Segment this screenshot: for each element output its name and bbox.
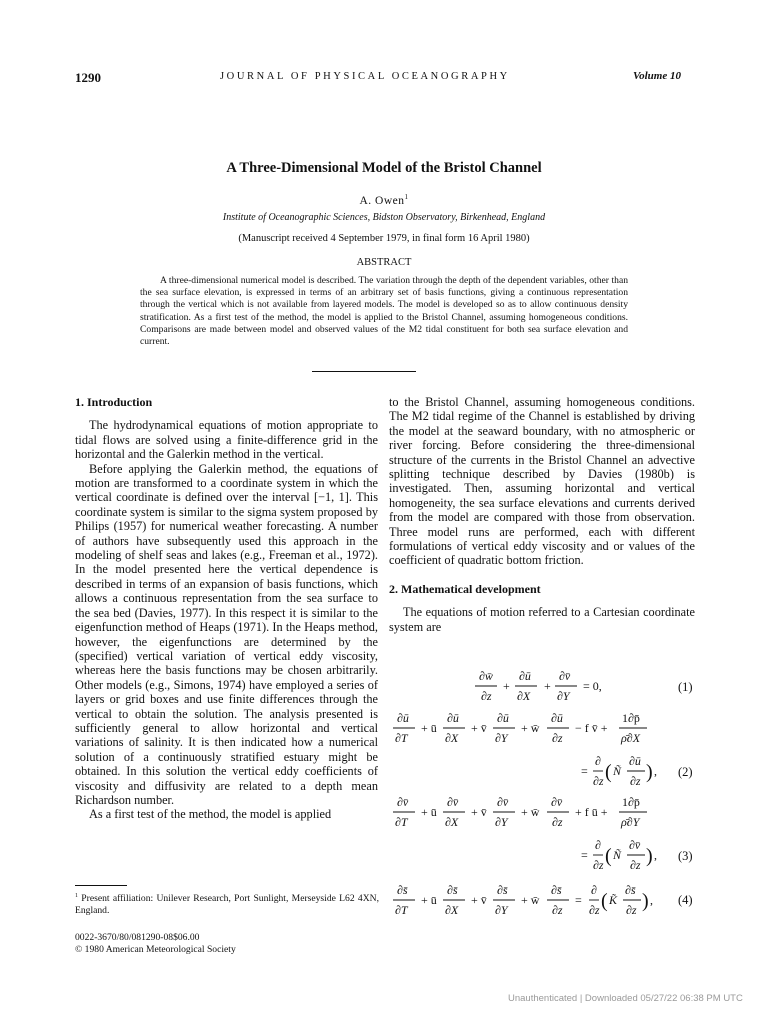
- intro-heading: 1. Introduction: [75, 395, 153, 409]
- svg-text:∂: ∂: [591, 883, 597, 897]
- svg-text:): ): [642, 890, 649, 912]
- svg-text:,: ,: [654, 764, 657, 778]
- left-column: [75, 395, 378, 822]
- svg-text:∂X: ∂X: [517, 689, 531, 703]
- svg-text:∂z: ∂z: [589, 903, 600, 917]
- footnote: [75, 890, 379, 917]
- svg-text:K̃: K̃: [609, 893, 618, 907]
- math-heading: 2. Mathematical development: [389, 581, 541, 596]
- svg-text:∂Y: ∂Y: [495, 815, 508, 829]
- equation-1-number: (1): [678, 680, 693, 694]
- svg-text:− f v̄ +: − f v̄ +: [575, 721, 608, 735]
- equation-1: [475, 669, 602, 703]
- svg-text:∂X: ∂X: [445, 815, 459, 829]
- footnote-divider: [75, 885, 127, 886]
- svg-text:∂z: ∂z: [630, 858, 641, 872]
- svg-text:∂v̄: ∂v̄: [447, 795, 459, 809]
- svg-text:∂z: ∂z: [552, 815, 563, 829]
- svg-text:∂Y: ∂Y: [495, 903, 508, 917]
- svg-text:∂ū: ∂ū: [497, 711, 509, 725]
- svg-text:∂T: ∂T: [395, 815, 408, 829]
- svg-text:=: =: [581, 848, 588, 862]
- svg-text:∂: ∂: [595, 838, 601, 852]
- page-number: 1290: [75, 70, 101, 85]
- svg-text:+ w̄: + w̄: [521, 805, 540, 819]
- equation-3-number: (3): [678, 849, 693, 863]
- svg-text:∂Y: ∂Y: [557, 689, 570, 703]
- equation-2: [393, 711, 657, 788]
- volume-label: Volume 10: [633, 70, 681, 82]
- svg-text:∂ū: ∂ū: [447, 711, 459, 725]
- svg-text:∂z: ∂z: [593, 774, 604, 788]
- svg-text:∂z: ∂z: [552, 731, 563, 745]
- right-column: [389, 395, 695, 634]
- svg-text:∂ū: ∂ū: [519, 669, 531, 683]
- svg-text:∂ū: ∂ū: [551, 711, 563, 725]
- svg-text:∂s̄: ∂s̄: [447, 883, 458, 897]
- svg-text:∂v̄: ∂v̄: [629, 838, 641, 852]
- svg-text:ρ̄∂X: ρ̄∂X: [621, 731, 641, 745]
- svg-text:∂z: ∂z: [626, 903, 637, 917]
- svg-text:+ v̄: + v̄: [471, 721, 487, 735]
- svg-text:): ): [646, 761, 653, 783]
- svg-text:∂v̄: ∂v̄: [559, 669, 571, 683]
- equation-2-number: (2): [678, 765, 693, 779]
- svg-text:+ w̄: + w̄: [521, 893, 540, 907]
- abstract-heading: ABSTRACT: [356, 257, 412, 268]
- svg-text:∂s̄: ∂s̄: [397, 883, 408, 897]
- svg-text:): ): [646, 845, 653, 867]
- svg-text:+ ū: + ū: [421, 805, 437, 819]
- svg-text:∂v̄: ∂v̄: [551, 795, 563, 809]
- svg-text:,: ,: [650, 893, 653, 907]
- svg-text:∂T: ∂T: [395, 903, 408, 917]
- intro-paragraph-3: As a first test of the method, the model is applied: [89, 807, 332, 822]
- svg-text:=: =: [575, 893, 582, 907]
- intro-paragraph-2: Before applying the Galerkin method, the equations of motion are transformed to a coordinate system in which the vertical coordinate is defined over the interval [−1, 1]. This coordinate system is similar to the sigma system proposed by Philips (1957) for numerical weather forecasting. A number of authors have subsequently used this approach in the modeling of shelf seas and lakes (e.g., Freeman et al., 1972). In the model presented here the vertical dependence is described in terms of an expansion of basis functions, which allows a continuous representation from the sea surface to the sea bed (Davies, 1977). In this respect it is similar to the eigenfunction method of Heaps (1971). In the Heaps method, however, the eigenfunctions are determined by the (specified) vertical variation of vertical eddy viscosity, whereas here the basis functions may be chosen arbitrarily. Other models (e.g., Simons, 1974) have employed a series of layers or grid boxes and use finite differences through the vertical to obtain the solution. The analysis presented is sufficiently general to allow horizontal and vertical variations of salinity. It is then indicated how a numerical solution of a continuously stratified estuary might be obtained. In this solution the vertical eddy coefficients of viscosity and diffusivity are related to a depth mean Richardson number.: [75, 461, 378, 807]
- svg-text:+: +: [503, 679, 510, 693]
- section-divider: [312, 371, 416, 372]
- svg-text:∂z: ∂z: [552, 903, 563, 917]
- intro-continuation: to the Bristol Channel, assuming homogeneous conditions. The M2 tidal regime of the Channel is established by driving the model at the seaward boundary, with no atmospheric or river forcing. Before considering the three-dimensional structure of the currents in the Bristol Channel an advective splitting technique described by Davies (1980b) is investigated. Then, assuming horizontal and vertical homogeneity, the sea surface elevations and currents derived from the model are compared with those from observation. Three model runs are performed, each with different formulations of vertical eddy viscosity and or values of the coefficient of quadratic bottom friction.: [389, 395, 695, 568]
- svg-text:(: (: [605, 761, 612, 783]
- svg-text:(: (: [605, 845, 612, 867]
- author-name: A. Owen: [359, 194, 405, 207]
- svg-text:∂ū: ∂ū: [397, 711, 409, 725]
- svg-text:= 0,: = 0,: [583, 679, 602, 693]
- svg-text:+ w̄: + w̄: [521, 721, 540, 735]
- abstract-text: A three-dimensional numerical model is described. The variation through the depth of the dependent variables, other than the sea surface elevation, is expressed in terms of an arbitrary set of basis functions, giving a continuous representation through the vertical which is not available from layered models. The model is developed so as to allow continuous density stratification. As a first test of the method, the model is applied to the Bristol Channel, assuming homogeneous conditions. Comparisons are made between model and observed values of the M2 tidal constituent for both sea surface elevation and current.: [140, 275, 628, 348]
- svg-text:1∂p̄: 1∂p̄: [622, 711, 640, 725]
- publication-info: [75, 932, 236, 956]
- footnote-text: Present affiliation: Unilever Research, Port Sunlight, Merseyside L62 4XN, England.: [75, 893, 379, 917]
- received-dates: (Manuscript received 4 September 1979, in final form 16 April 1980): [238, 233, 530, 244]
- svg-text:∂X: ∂X: [445, 903, 459, 917]
- author-footnote-mark: 1: [404, 193, 409, 201]
- svg-text:Ñ: Ñ: [613, 848, 622, 862]
- svg-text:+: +: [544, 679, 551, 693]
- intro-paragraph-1: The hydrodynamical equations of motion appropriate to tidal flows are solved using a finite-difference grid in the horizontal and the Galerkin method in the vertical.: [75, 418, 378, 462]
- svg-text:+ ū: + ū: [421, 893, 437, 907]
- affiliation: Institute of Oceanographic Sciences, Bidston Observatory, Birkenhead, England: [222, 212, 546, 223]
- svg-text:∂ū: ∂ū: [629, 754, 641, 768]
- svg-text:,: ,: [654, 848, 657, 862]
- svg-text:Ñ: Ñ: [613, 764, 622, 778]
- equations-block: [389, 660, 704, 925]
- svg-text:∂v̄: ∂v̄: [397, 795, 409, 809]
- math-paragraph-1: The equations of motion referred to a Cartesian coordinate system are: [389, 605, 695, 634]
- svg-text:∂s̄: ∂s̄: [497, 883, 508, 897]
- svg-text:∂w̄: ∂w̄: [479, 669, 493, 683]
- svg-text:+ f ū +: + f ū +: [575, 805, 608, 819]
- svg-text:=: =: [581, 764, 588, 778]
- svg-text:1∂p̄: 1∂p̄: [622, 795, 640, 809]
- download-watermark: Unauthenticated | Downloaded 05/27/22 06:38 PM UTC: [508, 993, 743, 1004]
- paper-title: A Three-Dimensional Model of the Bristol Channel: [226, 160, 542, 176]
- svg-text:(: (: [601, 890, 608, 912]
- equation-3: [393, 795, 657, 872]
- journal-name: JOURNAL OF PHYSICAL OCEANOGRAPHY: [220, 71, 510, 82]
- svg-text:∂z: ∂z: [630, 774, 641, 788]
- svg-text:∂z: ∂z: [593, 858, 604, 872]
- svg-text:+ ū: + ū: [421, 721, 437, 735]
- footnote-mark: 1: [75, 893, 78, 899]
- svg-text:∂T: ∂T: [395, 731, 408, 745]
- svg-text:+ v̄: + v̄: [471, 893, 487, 907]
- copyright-line: © 1980 American Meteorological Society: [75, 944, 236, 955]
- svg-text:∂s̄: ∂s̄: [551, 883, 562, 897]
- svg-text:∂z: ∂z: [481, 689, 492, 703]
- svg-text:ρ̄∂Y: ρ̄∂Y: [621, 815, 640, 829]
- svg-text:∂v̄: ∂v̄: [497, 795, 509, 809]
- svg-text:∂s̄: ∂s̄: [625, 883, 636, 897]
- svg-text:∂Y: ∂Y: [495, 731, 508, 745]
- author-line: [0, 193, 768, 207]
- svg-text:∂: ∂: [595, 754, 601, 768]
- abstract-body: [140, 275, 628, 348]
- equation-4: [393, 883, 653, 917]
- svg-text:∂X: ∂X: [445, 731, 459, 745]
- equation-4-number: (4): [678, 893, 693, 907]
- svg-text:+ v̄: + v̄: [471, 805, 487, 819]
- publication-code: 0022-3670/80/081290-08$06.00: [75, 932, 200, 943]
